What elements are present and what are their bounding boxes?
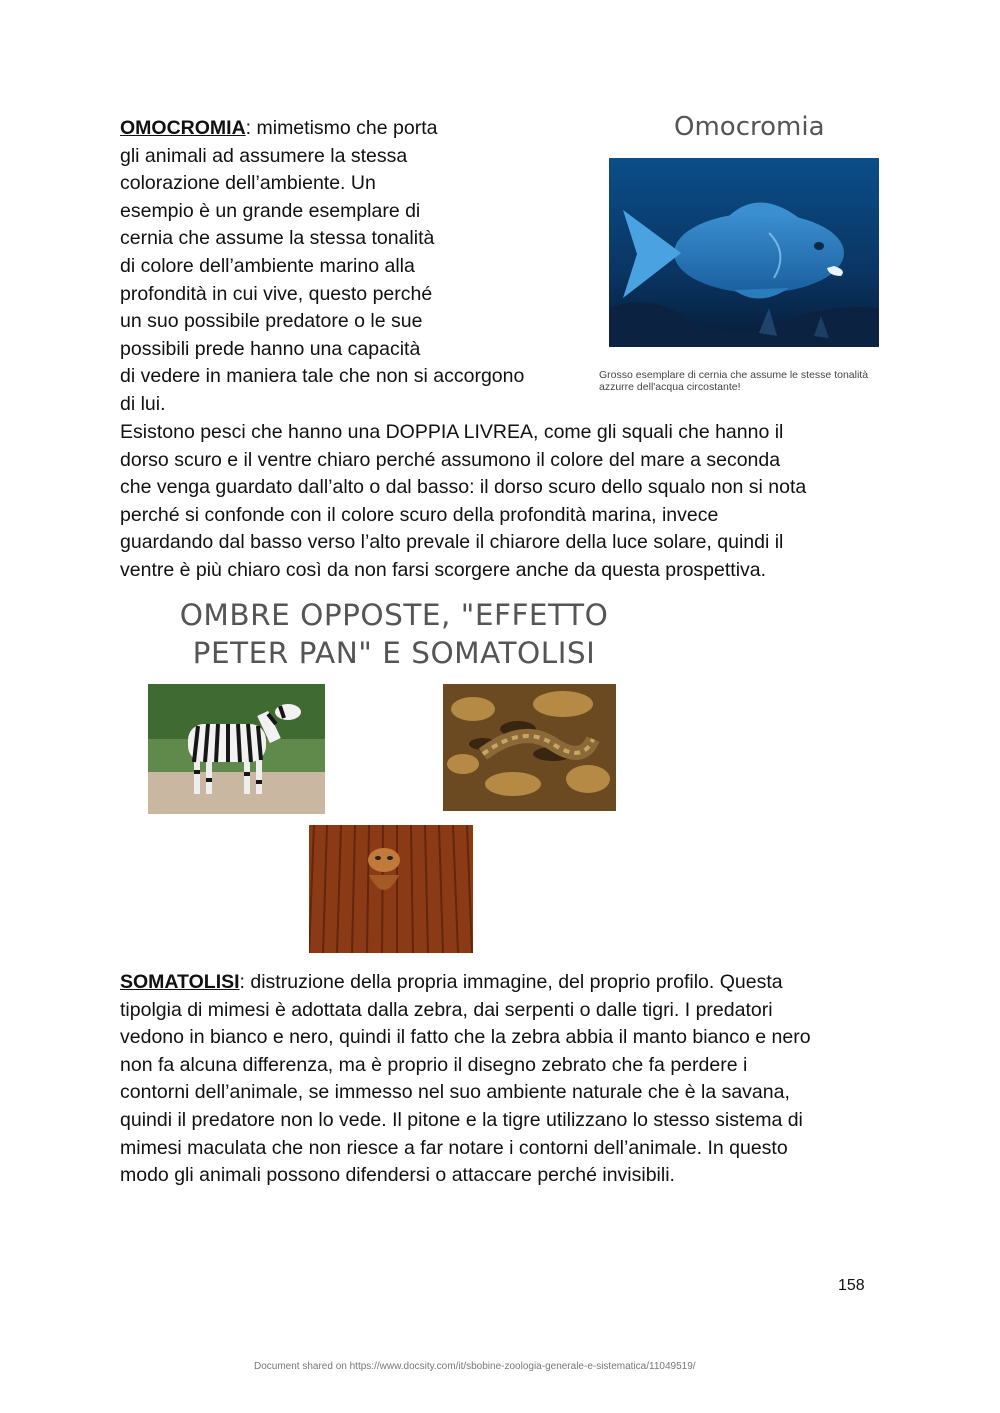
tiger-photo xyxy=(309,825,473,953)
omocromia-figure-title: Omocromia xyxy=(674,112,825,142)
omocromia-term: OMOCROMIA xyxy=(120,117,246,139)
doppia-livrea-paragraph: Esistono pesci che hanno una DOPPIA LIVREA, come gli squali che hanno il dorso scuro e il ventre chiaro perché assumono il colore del mare a seconda che venga guardato dall’alto o dal basso: il dorso scuro dello squalo non si nota perché si confonde con il colore scuro della profondità marina, invece guardando dal basso verso l’alto prevale il chiarore della luce solare, quindi il ventre è più chiaro così da non farsi scorgere anche da questa prospettiva. xyxy=(120,421,807,581)
somatolisi-paragraph: SOMATOLISI: distruzione della propria immagine, del proprio profilo. Questa tipolgia di mimesi è adottata dalla zebra, dai serpenti o dalle tigri. I predatori vedono in bianco e nero, quindi il fatto che la zebra abbia il manto bianco e nero non fa alcuna differenza, ma è proprio il disegno zebrato che fa perdere i contorni dell’animale, se immesso nel suo ambiente naturale che è la savana, quindi il predatore non lo vede. Il pitone e la tigre utilizzano lo stesso sistema di mimesi maculata che non riesce a far notare i contorni dell’animale. In questo modo gli animali possono difendersi o attaccare perché invisibili. xyxy=(120,971,811,1187)
snake-photo xyxy=(443,684,616,811)
somatolisi-term: SOMATOLISI xyxy=(120,971,240,993)
page-number: 158 xyxy=(838,1277,865,1294)
omocromia-figure-caption: Grosso esemplare di cernia che assume le stesse tonalità azzurre dell'acqua circostante! xyxy=(599,369,869,393)
zebra-photo xyxy=(148,684,325,814)
footer-source-link[interactable]: Document shared on https://www.docsity.com/it/sbobine-zoologia-generale-e-sistematica/11049519/ xyxy=(254,1361,696,1372)
somatolisi-figure-title: OMBRE OPPOSTE, "EFFETTO PETER PAN" E SOMATOLISI xyxy=(179,598,609,670)
omocromia-paragraph: OMOCROMIA: mimetismo che porta gli animali ad assumere la stessa colorazione dell’ambiente. Un esempio è un grande esemplare di cernia che assume la stessa tonalità di colore dell’ambiente marino alla profondità in cui vive, questo perché un suo possibile predatore o le sue possibili prede hanno una capacità di vedere in maniera tale che non si accorgono di lui. xyxy=(120,117,525,415)
grouper-photo xyxy=(609,158,879,347)
